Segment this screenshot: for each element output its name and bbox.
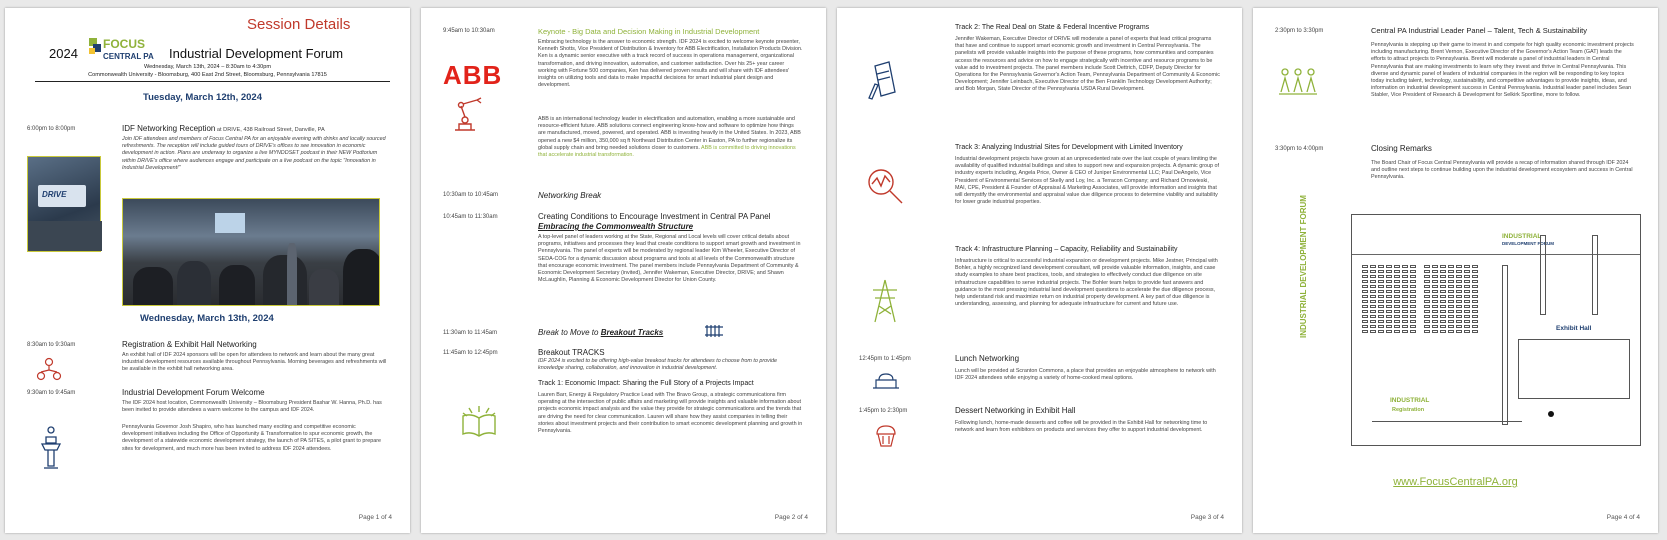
seat [1394, 310, 1400, 313]
seat [1386, 325, 1392, 328]
seat [1386, 270, 1392, 273]
seat [1362, 310, 1368, 313]
seat [1424, 310, 1430, 313]
seat [1402, 325, 1408, 328]
booth-column-2 [1540, 235, 1546, 315]
seat [1440, 275, 1446, 278]
seat [1410, 320, 1416, 323]
tracks-time: 11:45am to 12:45pm [443, 350, 498, 356]
seat [1472, 265, 1478, 268]
seat [1432, 300, 1438, 303]
svg-text:CENTRAL PA: CENTRAL PA [103, 52, 154, 61]
seat [1424, 280, 1430, 283]
seat [1410, 290, 1416, 293]
day-heading-wednesday: Wednesday, March 13th, 2024 [140, 313, 274, 324]
seat [1472, 315, 1478, 318]
seat [1432, 295, 1438, 298]
lunch-heading: Lunch Networking [955, 354, 1020, 363]
seat [1370, 270, 1376, 273]
seat [1456, 315, 1462, 318]
seat [1448, 275, 1454, 278]
lunch-time: 12:45pm to 1:45pm [859, 356, 911, 362]
seat [1472, 300, 1478, 303]
seat [1464, 270, 1470, 273]
seat [1378, 290, 1384, 293]
seat [1394, 325, 1400, 328]
seat [1386, 290, 1392, 293]
map-registration-label: Registration [1392, 407, 1425, 413]
seat [1432, 325, 1438, 328]
tracks-body: IDF 2024 is excited to be offering high-value breakout tracks for attendees to choose from to provide knowledge sharing, collaboration, and innovation in industrial development. [538, 358, 778, 372]
seat [1440, 295, 1446, 298]
seat [1362, 320, 1368, 323]
page-footer: Page 4 of 4 [1606, 514, 1640, 521]
seat [1424, 315, 1430, 318]
date-line: Wednesday, March 13th, 2024 – 8:30am to 4:30pm [144, 64, 271, 70]
seat [1370, 325, 1376, 328]
seat [1362, 305, 1368, 308]
seat [1432, 290, 1438, 293]
seat [1410, 280, 1416, 283]
seat [1472, 320, 1478, 323]
seat [1378, 275, 1384, 278]
session-details-title: Session Details [247, 16, 351, 33]
seating-block-right [1424, 265, 1478, 333]
seat [1456, 295, 1462, 298]
track1-heading: Track 1: Economic Impact: Sharing the Full Story of a Projects Impact [538, 380, 754, 387]
seat [1410, 270, 1416, 273]
panel-time: 10:45am to 11:30am [443, 214, 498, 220]
seat [1410, 300, 1416, 303]
leader-heading: Central PA Industrial Leader Panel – Talent, Tech & Sustainability [1371, 26, 1587, 35]
seat [1432, 305, 1438, 308]
seat [1394, 275, 1400, 278]
seat [1472, 325, 1478, 328]
seat [1472, 290, 1478, 293]
seat [1394, 315, 1400, 318]
seat [1448, 320, 1454, 323]
seat [1440, 270, 1446, 273]
svg-text:FOCUS: FOCUS [103, 37, 145, 51]
panel-heading: Creating Conditions to Encourage Investment in Central PA Panel [538, 212, 771, 221]
seat [1370, 300, 1376, 303]
seat [1456, 305, 1462, 308]
seat [1424, 270, 1430, 273]
seat [1394, 270, 1400, 273]
seat [1448, 305, 1454, 308]
seat [1440, 290, 1446, 293]
seat [1402, 320, 1408, 323]
seat [1432, 265, 1438, 268]
seat [1362, 275, 1368, 278]
seat [1440, 330, 1446, 333]
seat [1424, 330, 1430, 333]
seat [1386, 305, 1392, 308]
seat [1402, 295, 1408, 298]
seat [1370, 310, 1376, 313]
seat [1448, 325, 1454, 328]
seat [1362, 330, 1368, 333]
seat [1394, 285, 1400, 288]
seat [1464, 315, 1470, 318]
seat [1440, 320, 1446, 323]
seat [1448, 290, 1454, 293]
track1-body: Lauren Barr, Energy & Regulatory Practice Lead with The Bravo Group, a strategic communications firm operating at the intersection of public affairs and marketing will provide insights and valuable information about projects economic impact analysis and the value they provide for strategic communications and the trends that are driving the need for clear communication. Lauren will share how they assist companies in telling their stories about investment projects and their contribution to smart economic development planning and growth in Pennsylvania. [538, 392, 803, 435]
seat [1464, 295, 1470, 298]
seat [1370, 295, 1376, 298]
seat [1448, 295, 1454, 298]
seat [1448, 315, 1454, 318]
seat [1440, 325, 1446, 328]
seat [1456, 330, 1462, 333]
page-1 [5, 8, 410, 533]
seat [1424, 305, 1430, 308]
seat [1456, 310, 1462, 313]
seating-block-left [1362, 265, 1416, 333]
drive-office-photo: DRIVE [27, 156, 101, 252]
welcome-time: 9:30am to 9:45am [27, 390, 76, 396]
seat [1410, 285, 1416, 288]
closing-heading: Closing Remarks [1371, 144, 1432, 153]
track4-body: Infrastructure is critical to successful industrial expansion or development projects. Mike Jestner, Principal with Bohler, a highly recognized land development consultant, will provide valuable information, insights, and case study examples to share best practices, tools, and strategies to effectively conduct due diligence on site infrastructure capabilities to serve industrial projects. The Bohler team helps to provide fast answers and guidance to the most pressing industrial land development questions to accelerate the due diligence process, help understand risk and maximize return on industrial property development. A key part of due diligence is understanding, assessing, and planning for adequate infrastructure for current and future use. [955, 258, 1218, 308]
seat [1440, 305, 1446, 308]
exhibit-hall-floor-plan [1351, 214, 1641, 446]
seat [1386, 295, 1392, 298]
map-logo-top: INDUSTRIAL DEVELOPMENT FORUM [1502, 233, 1555, 246]
seat [1472, 295, 1478, 298]
dessert-time: 1:45pm to 2:30pm [859, 408, 908, 414]
seat [1456, 325, 1462, 328]
seat [1386, 300, 1392, 303]
seat [1472, 270, 1478, 273]
seat [1456, 320, 1462, 323]
move-time: 11:30am to 11:45am [443, 330, 498, 336]
seat [1448, 265, 1454, 268]
seat [1386, 280, 1392, 283]
seat [1362, 290, 1368, 293]
page-2 [421, 8, 826, 533]
seat [1456, 290, 1462, 293]
focus-central-pa-logo [87, 34, 167, 62]
track4-heading: Track 4: Infrastructure Planning – Capacity, Reliability and Sustainability [955, 246, 1178, 253]
leader-body: Pennsylvania is stepping up their game to invest in and compete for high quality economic investment projects including manufacturing. Brent Vernon, Executive Director of the Governor's Action Team (GAT) leads the efforts to attract projects to Pennsylvania. Brent will moderate a panel of industrial leaders in Central Pennsylvania that are making investments to learn why they invest and thrive in Central Pennsylvania. This diverse and dynamic panel of leaders of industrial companies in the region will be responding to key topics today including talent, technology, sustainability, and competitive advantages to provide insights, ideas, and information on industrial development success in Central Pennsylvania. Industrial leader panel includes Sean Stabler, Vice President of Research & Development for Selkirk Sportline, more to follow. [1371, 42, 1634, 99]
website-link[interactable]: www.FocusCentralPA.org [1393, 476, 1518, 488]
seat [1432, 275, 1438, 278]
seat [1402, 310, 1408, 313]
leader-time: 2:30pm to 3:30pm [1275, 28, 1324, 34]
seat [1378, 315, 1384, 318]
seat [1448, 330, 1454, 333]
day-heading-tuesday: Tuesday, March 12th, 2024 [143, 92, 262, 103]
seat [1432, 320, 1438, 323]
map-lower-wall [1372, 421, 1522, 422]
seat [1440, 265, 1446, 268]
reception-body: Join IDF attendees and members of Focus Central PA for an enjoyable evening with drinks and locally sourced refreshments. The reception will include guided tours of DRIVE's offices to see innovation in economic development in action. Plans are underway to organize a live MYNDDSET podcast in their NEW Podtorium within DRIVE's office where audiences engage and participate on a live podcast on the topic "Innovation in Industrial Development!" [122, 136, 386, 171]
seat [1448, 285, 1454, 288]
welcome-body-1: The IDF 2024 host location, Commonwealth University – Bloomsburg President Bashar W. Hanna, Ph.D. has been invited to provide attendees a warm welcome to the campus and IDF 2024. [122, 400, 382, 414]
seat [1370, 305, 1376, 308]
seat [1410, 325, 1416, 328]
abb-body: ABB is an international technology leader in electrification and automation, enabling a more sustainable and resource-efficient future. ABB solutions connect engineering know-how and software to optimize how things are manufactured, moved, powered, and operated. ABB is investing heavily in the United States. In 2023, ABB opened a new $4 million, 350,000 sq ft Northeast Distribution Center in Easton, PA to further regionalize its global supply chain and bring needed solutions closer to customers. ABB is committed to driving innovations that accelerate industrial transformation. [538, 116, 801, 159]
seat [1386, 330, 1392, 333]
seat [1464, 310, 1470, 313]
seat [1464, 290, 1470, 293]
seat [1370, 285, 1376, 288]
seat [1370, 265, 1376, 268]
seat [1370, 315, 1376, 318]
keynote-heading: Keynote - Big Data and Decision Making in Industrial Development [538, 27, 760, 36]
seat [1472, 330, 1478, 333]
seat [1402, 285, 1408, 288]
seat [1472, 310, 1478, 313]
seat [1386, 275, 1392, 278]
track3-body: Industrial development projects have grown at an unprecedented rate over the last couple of years limiting the availability of qualified industrial buildings and sites to support new and expansion projects. A dynamic group of industry experts including, Angela Price, Owner & CEO of Juniper Environmental LLC; Paul DeAngelo, Vice President of Environmental Services of Skelly and Loy, Inc. a Terracon Company; and Richard Ornowieski, MAI, CPE, President & Founder of Appraisal & Marketing Associates, will provide information and insights that will demystify the environmental and appraisal value due diligence process to determine viability and suitability for lower grade industrial properties. [955, 156, 1220, 206]
keynote-time: 9:45am to 10:30am [443, 28, 495, 34]
team-icon [1277, 66, 1319, 101]
reception-time: 6:00pm to 8:00pm [27, 126, 76, 132]
seat [1402, 305, 1408, 308]
seat [1362, 325, 1368, 328]
seat [1362, 300, 1368, 303]
map-vertical-title: INDUSTRIAL DEVELOPMENT FORUM [1299, 195, 1308, 338]
seat [1424, 275, 1430, 278]
seat [1378, 320, 1384, 323]
break-heading: Networking Break [538, 191, 602, 200]
seat [1394, 300, 1400, 303]
seat [1432, 270, 1438, 273]
seat [1448, 270, 1454, 273]
reception-event-photo [122, 198, 380, 306]
seat [1402, 275, 1408, 278]
seat [1378, 270, 1384, 273]
tracks-heading: Breakout TRACKS [538, 348, 605, 357]
seat [1386, 285, 1392, 288]
seat [1378, 310, 1384, 313]
seat [1432, 330, 1438, 333]
seat [1410, 275, 1416, 278]
seat [1362, 295, 1368, 298]
document-pen-icon [867, 58, 897, 105]
seat [1432, 285, 1438, 288]
panel-subheading: Embracing the Commonwealth Structure [538, 222, 694, 231]
cupcake-icon [873, 422, 899, 453]
seat [1432, 310, 1438, 313]
seat [1410, 265, 1416, 268]
seat [1424, 265, 1430, 268]
seat [1424, 300, 1430, 303]
dessert-body: Following lunch, home-made desserts and coffee will be provided in the Exhibit Hall for networking time to network and learn from exhibitors on products and services they offer to support industrial development. [955, 420, 1208, 434]
seat [1424, 290, 1430, 293]
location-line: Commonwealth University - Bloomsburg, 400 East 2nd Street, Bloomsburg, Pennsylvania 17815 [88, 72, 327, 78]
food-tray-icon [871, 370, 901, 397]
seat [1378, 295, 1384, 298]
seat [1448, 310, 1454, 313]
seat [1432, 315, 1438, 318]
seat [1410, 305, 1416, 308]
robot-arm-icon [449, 94, 489, 139]
page-footer: Page 1 of 4 [358, 514, 392, 521]
seat [1464, 305, 1470, 308]
seat [1362, 270, 1368, 273]
seat [1402, 280, 1408, 283]
seat [1378, 330, 1384, 333]
seat [1378, 265, 1384, 268]
seat [1378, 305, 1384, 308]
seat [1464, 325, 1470, 328]
seat [1394, 295, 1400, 298]
registration-heading: Registration & Exhibit Hall Networking [122, 340, 257, 349]
seat [1456, 275, 1462, 278]
seat [1386, 320, 1392, 323]
page-4 [1253, 8, 1658, 533]
abb-logo: ABB [443, 60, 503, 90]
seat [1456, 300, 1462, 303]
forum-year: 2024 [49, 46, 78, 61]
page-footer: Page 3 of 4 [1190, 514, 1224, 521]
keynote-body: Embracing technology is the answer to economic strength. IDF 2024 is excited to welcome keynote presenter, Kenneth Shotts, Vice President of Distribution & Inventory for ABB Electrification, Installation Products Division. Ken is a dynamic senior executive with a track record of success in operations management, organizational transformation, and driving innovation, automation, and customer satisfaction. Over his 25+ year career working with Fortune 500 companies, Ken has delivered proven results and will share with IDF attendees' insights on utilizing tools and data to make impactful decisions for smart industrial plant design and development. [538, 39, 803, 89]
seat [1378, 285, 1384, 288]
booth-column-3 [1592, 235, 1598, 315]
map-exhibit-label: Exhibit Hall [1556, 325, 1592, 332]
reception-heading: IDF Networking Reception at DRIVE, 438 Railroad Street, Danville, PA [122, 124, 325, 133]
registration-body: An exhibit hall of IDF 2024 sponsors will be open for attendees to network and learn about the many great industrial development resources available throughout Pennsylvania. Morning beverages and refreshments will be available in the exhibit hall networking area. [122, 352, 387, 373]
seat [1386, 265, 1392, 268]
seat [1424, 325, 1430, 328]
open-book-icon [459, 402, 499, 443]
seat [1402, 315, 1408, 318]
exhibit-booth-area [1518, 339, 1630, 399]
seat [1362, 285, 1368, 288]
seat [1394, 265, 1400, 268]
seat [1410, 330, 1416, 333]
seat [1378, 280, 1384, 283]
seat [1464, 275, 1470, 278]
seat [1440, 310, 1446, 313]
seat [1464, 320, 1470, 323]
seat [1472, 275, 1478, 278]
dessert-heading: Dessert Networking in Exhibit Hall [955, 406, 1076, 415]
seat [1440, 315, 1446, 318]
people-network-icon [35, 356, 63, 389]
seat [1440, 280, 1446, 283]
welcome-heading: Industrial Development Forum Welcome [122, 388, 265, 397]
page-footer: Page 2 of 4 [774, 514, 808, 521]
seat [1464, 300, 1470, 303]
seat [1424, 320, 1430, 323]
seat [1448, 300, 1454, 303]
seat [1370, 275, 1376, 278]
seat [1410, 310, 1416, 313]
seat [1472, 305, 1478, 308]
seat [1464, 285, 1470, 288]
seat [1386, 310, 1392, 313]
panel-body: A top-level panel of leaders working at the State, Regional and Local levels will cover critical details about programs, initiatives and processes they lead that create conditions to support smart growth and investment in Pennsylvania. The panel of experts will be moderated by regional leader Kim Wheeler, Executive Director of SEDA-COG for a dynamic discussion about programs and tools at all levels of the Commonwealth structure that encourage economic investment. The panel members include Pennsylvania Department of Community & Economic Development Secretary (invited), Jennifer Wakeman, Executive Director, DRIVE; and Shawn McLaughlin, Planning & Economic Development Director for Union County. [538, 234, 801, 284]
seat [1464, 265, 1470, 268]
seat [1456, 265, 1462, 268]
seat [1378, 300, 1384, 303]
seat [1402, 300, 1408, 303]
seat [1394, 280, 1400, 283]
forum-title: Industrial Development Forum [169, 46, 344, 61]
seat [1424, 285, 1430, 288]
seat [1402, 270, 1408, 273]
seat [1456, 270, 1462, 273]
page-3 [837, 8, 1242, 533]
seat [1464, 330, 1470, 333]
seat [1448, 280, 1454, 283]
seat [1410, 295, 1416, 298]
seat [1370, 320, 1376, 323]
break-time: 10:30am to 10:45am [443, 192, 499, 198]
map-logo-bottom: INDUSTRIAL [1390, 397, 1430, 404]
closing-time: 3:30pm to 4:00pm [1275, 146, 1324, 152]
seat [1394, 320, 1400, 323]
seat [1394, 330, 1400, 333]
seat [1370, 290, 1376, 293]
seat [1378, 325, 1384, 328]
map-marker [1548, 411, 1554, 417]
header-divider [35, 81, 390, 82]
seat [1362, 280, 1368, 283]
podium-icon [39, 426, 63, 475]
seat [1370, 280, 1376, 283]
seat [1394, 290, 1400, 293]
track2-heading: Track 2: The Real Deal on State & Federal Incentive Programs [955, 24, 1150, 31]
seat [1410, 315, 1416, 318]
seat [1362, 265, 1368, 268]
seat [1440, 285, 1446, 288]
seat [1432, 280, 1438, 283]
seat [1472, 285, 1478, 288]
track3-heading: Track 3: Analyzing Industrial Sites for Development with Limited Inventory [955, 144, 1183, 151]
seat [1402, 265, 1408, 268]
seat [1456, 280, 1462, 283]
seat [1402, 330, 1408, 333]
welcome-body-2: Pennsylvania Governor Josh Shapiro, who has launched many exciting and competitive economic development initiatives including the Office of Opportunity & Transformation to spur economic growth, the development of a statewide economic development strategy, the launch of PA SITES, a pilot grant to prepare sites for development, and much more has been invited to address IDF 2024 attendees. [122, 424, 381, 452]
seat [1394, 305, 1400, 308]
seat [1472, 280, 1478, 283]
registration-time: 8:30am to 9:30am [27, 342, 76, 348]
seat [1424, 295, 1430, 298]
seat [1370, 330, 1376, 333]
closing-body: The Board Chair of Focus Central Pennsylvania will provide a recap of information shared through IDF 2024 and outline next steps to continue building upon the industrial development ecosystem and success in Central Pennsylvania. [1371, 160, 1633, 181]
seat [1362, 315, 1368, 318]
magnifier-chart-icon [863, 164, 907, 213]
booth-column-1 [1502, 265, 1508, 425]
seat [1464, 280, 1470, 283]
seat [1402, 290, 1408, 293]
track2-body: Jennifer Wakeman, Executive Director of DRIVE will moderate a panel of experts that lead critical programs that have and continue to support smart economic growth and investment in Central Pennsylvania. The panelists will provide valuable insights into the purpose of these programs, how communities and companies access the resources and advice on how to engage strategically with incentive and resource programs to be value add to investment projects. The panel members include Scott Dettrich, CDFP, Deputy Director for Operations for the Pennsylvania Governor's Action Team, Pennsylvania Department of Community & Economic Development; Jennifer Leinbach, Executive Director of the Ben Franklin Technology Development Authority; and Bob Morgan, State Director of the Pennsylvania USDA Rural Development. [955, 36, 1220, 93]
seat [1456, 285, 1462, 288]
lunch-body: Lunch will be provided at Scranton Commons, a place that provides an enjoyable atmosphere to network with IDF 2024 attendees while enjoying a variety of home-cooked meal options. [955, 368, 1216, 382]
seat [1440, 300, 1446, 303]
railroad-track-icon [703, 324, 725, 343]
power-tower-icon [869, 278, 901, 329]
move-heading: Break to Move to Breakout Tracks [538, 328, 664, 337]
seat [1386, 315, 1392, 318]
